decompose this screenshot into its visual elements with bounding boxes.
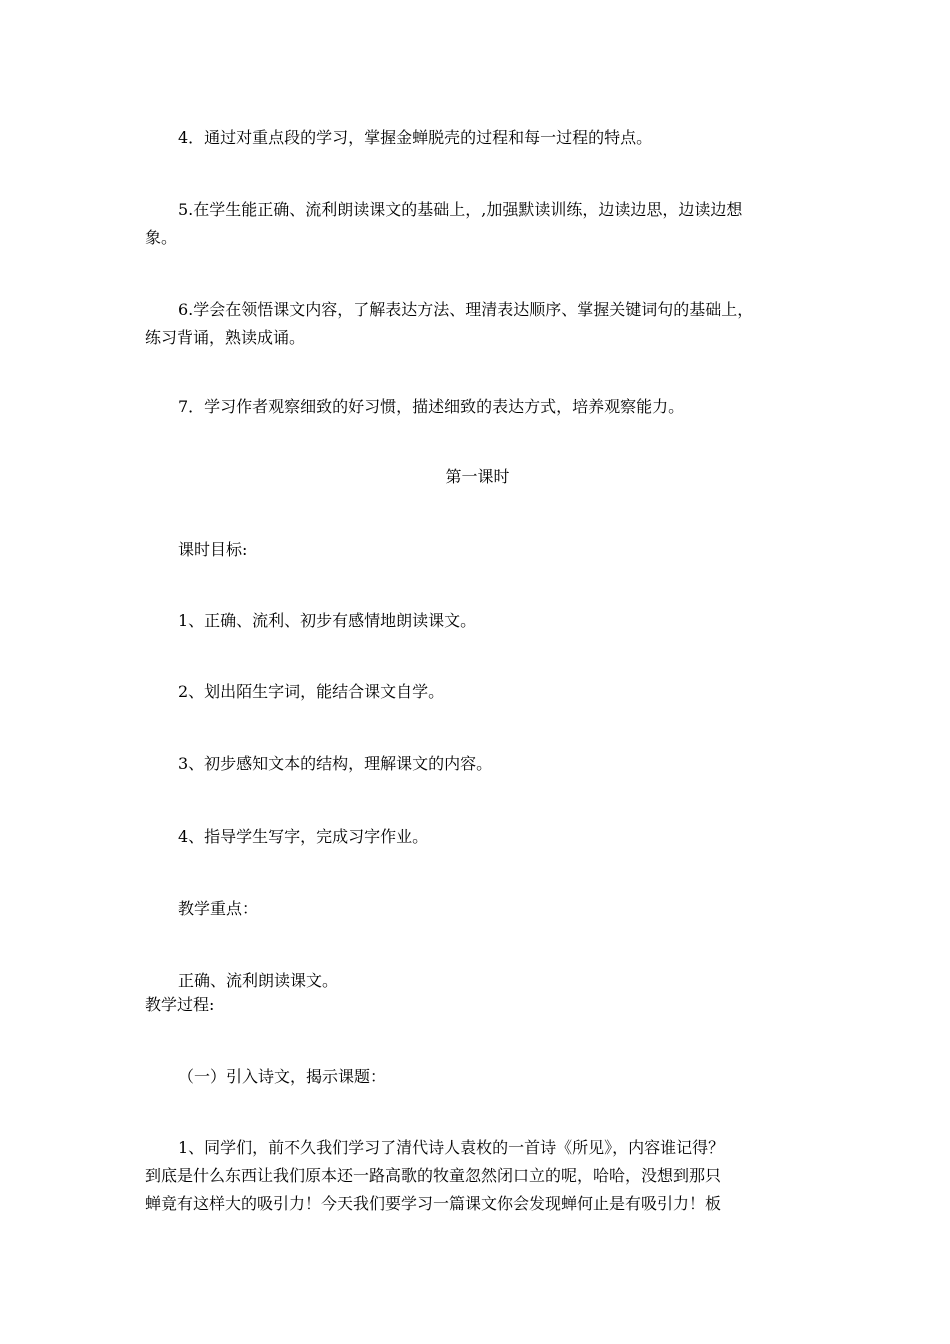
step-1-body — [145, 1134, 810, 1218]
section-title: 第一课时 — [445, 467, 510, 486]
objective-7: 7．学习作者观察细致的好习惯，描述细致的表达方式，培养观察能力。 — [178, 397, 685, 416]
goal-3: 3、初步感知文本的结构，理解课文的内容。 — [178, 754, 493, 773]
objective-4: 4．通过对重点段的学习，掌握金蝉脱壳的过程和每一过程的特点。 — [178, 128, 653, 147]
step-1-line-2: 到底是什么东西让我们原本还一路高歌的牧童忽然闭口立的呢，哈哈，没想到那只 — [145, 1166, 722, 1185]
goal-4: 4、指导学生写字，完成习字作业。 — [178, 827, 429, 846]
goal-heading: 课时目标: — [178, 540, 248, 559]
step-1-line-1: 1、同学们，前不久我们学习了清代诗人袁枚的一首诗《所见》，内容谁记得？ — [178, 1138, 725, 1157]
step-1-line-3: 蝉竟有这样大的吸引力！今天我们要学习一篇课文你会发现蝉何止是有吸引力！板 — [145, 1194, 722, 1213]
objective-5 — [145, 196, 810, 252]
key-heading: 教学重点： — [178, 899, 259, 918]
objective-6-line-2: 练习背诵，熟读成诵。 — [145, 328, 306, 347]
goal-2: 2、划出陌生字词，能结合课文自学。 — [178, 682, 445, 701]
step-1-heading: （一）引入诗文，揭示课题： — [178, 1067, 387, 1086]
objective-6 — [145, 296, 810, 352]
objective-5-line-1: 5.在学生能正确、流利朗读课文的基础上，,加强默读训练，边读边思，边读边想 — [178, 200, 743, 219]
key-text: 正确、流利朗读课文。 — [178, 971, 339, 990]
objective-6-line-1: 6.学会在领悟课文内容，了解表达方法、理清表达顺序、掌握关键词句的基础上， — [178, 300, 754, 319]
process-heading: 教学过程: — [145, 995, 215, 1014]
goal-1: 1、正确、流利、初步有感情地朗读课文。 — [178, 611, 477, 630]
objective-5-line-2: 象。 — [145, 228, 178, 247]
